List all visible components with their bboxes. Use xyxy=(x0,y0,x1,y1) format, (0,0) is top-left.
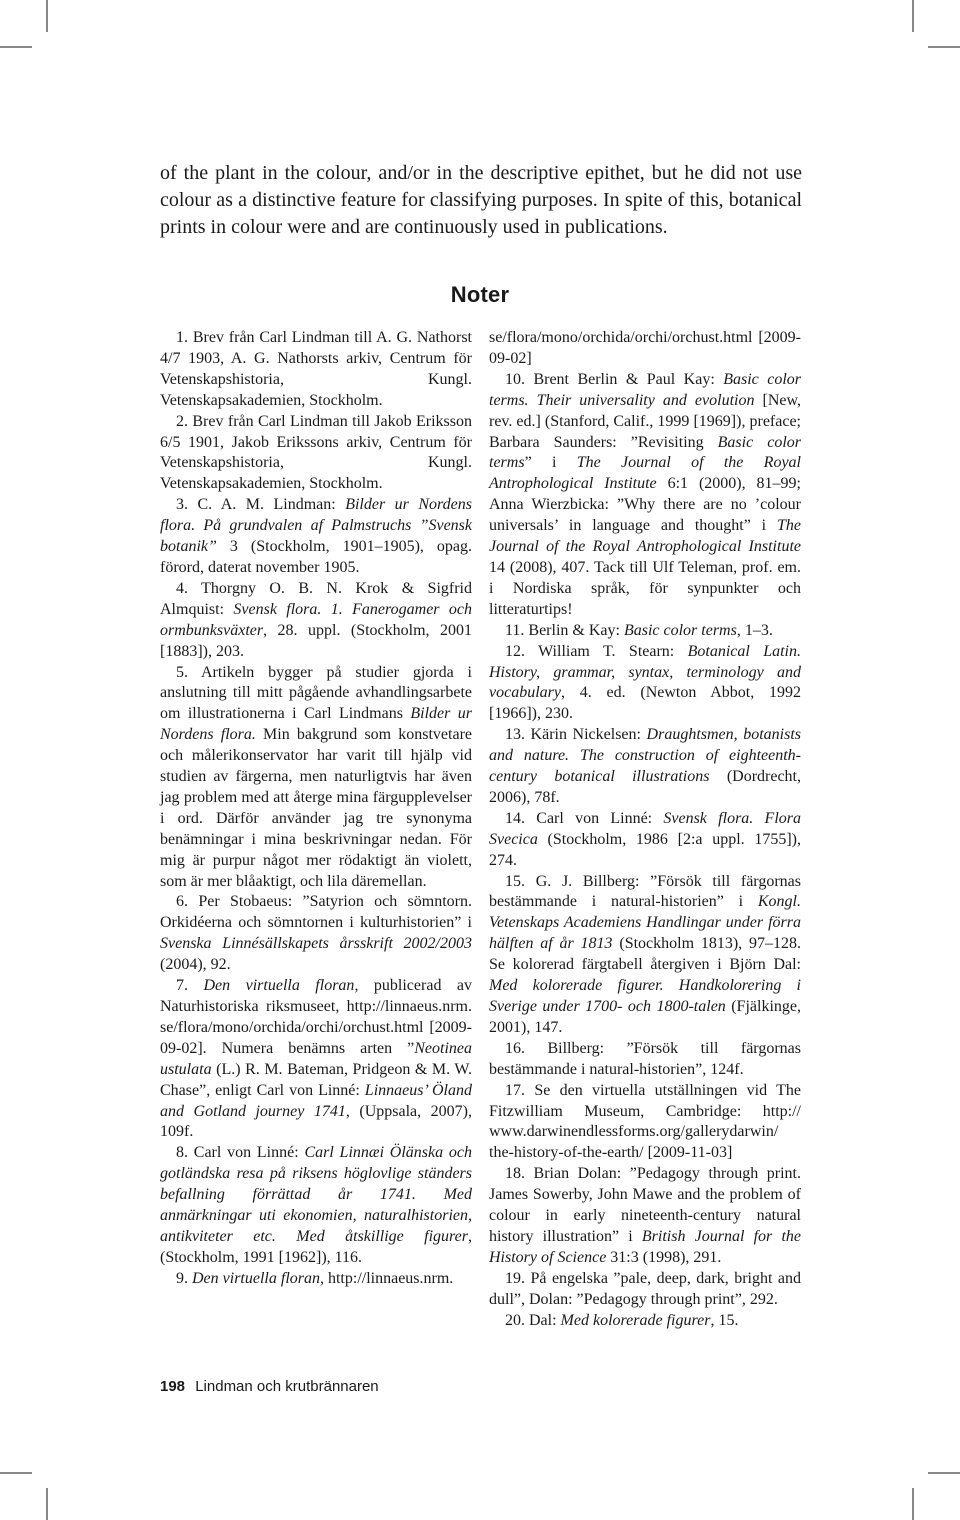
footnote-text: , (Stockholm, 1991 [1962]), 116. xyxy=(160,1227,472,1266)
footnote-n14 xyxy=(489,809,801,872)
footnote-text: (2004), 92. xyxy=(160,956,231,974)
footnote-text: 10. Brent Berlin & Paul Kay: xyxy=(505,370,724,388)
crop-mark-bottom-right-v xyxy=(912,1488,914,1520)
footnote-text: Svensk flora. 1. Fanerogamer och ormbunksväxter xyxy=(160,600,473,639)
footnote-text: 18. Brian Dolan: ”Pedagogy through print. James Sowerby, John Mawe and the problem of colour in early nineteenth-century natural history illustration” i xyxy=(489,1165,801,1245)
footnote-text: , (Uppsala, 2007), 109f. xyxy=(160,1102,472,1141)
footnote-text: (Fjälkinge, 2001), 147. xyxy=(489,998,801,1036)
footnote-n17 xyxy=(489,1081,801,1165)
footnote-text: 2. Brev från Carl Lindman till Jakob Eriksson 6/5 1901, Jakob Erikssons arkiv, Centrum för Vetenskapshistoria, Kungl. Vetenskapsakademien, Stockholm. xyxy=(160,412,472,493)
footnote-text: The Journal of the Royal Antrophological Institute xyxy=(489,454,802,493)
footnote-text: 14. Carl von Linné: xyxy=(505,809,664,827)
footnote-text: Den virtuella floran, xyxy=(192,1269,324,1287)
footnote-text: Kongl. Vetenskaps Academiens Handlingar under förra hälften af år 1813 xyxy=(489,893,801,953)
footnote-text: Carl Linnæi Ölänska och gotländska resa på riksens höglovlige ständers befallning förrättad år 1741. Med anmärkningar uti ekonomien, naturalhistorien, antikviteter etc. Med åtskillige figurer xyxy=(160,1144,473,1245)
crop-mark-bottom-left-v xyxy=(46,1488,48,1520)
footnote-text: 15. G. J. Billberg: ”Försök till färgornas bestämmande i natural-historien” i xyxy=(489,872,801,911)
footnote-n16 xyxy=(489,1039,801,1081)
footnote-text: 17. Se den virtuella utställningen vid The Fitzwilliam Museum, Cambridge: http:// www.darwinendlessforms.org/gallerydarwin/ the-history-of-the-earth/ [2009-11-03] xyxy=(489,1081,801,1162)
footnote-n8 xyxy=(160,1143,472,1268)
footnote-text: , 4. ed. (Newton Abbot, 1992 [1966]), 230. xyxy=(489,684,801,723)
footnote-text: 3. C. A. M. Lindman: xyxy=(176,496,346,514)
notes-left-column xyxy=(160,328,472,1290)
footnote-text: (L.) R. M. Bateman, Pridgeon & M. W. Chase”, enligt Carl von Linné: xyxy=(160,1060,472,1099)
footnote-n7 xyxy=(160,976,472,1143)
footnote-n6 xyxy=(160,892,472,976)
page-number: 198 xyxy=(160,1378,186,1395)
running-title: Lindman och krutbrännaren xyxy=(195,1378,379,1395)
footnote-n18 xyxy=(489,1164,801,1269)
footnote-text: 6:1 (2000), 81–99; Anna Wierzbicka: ”Why there are no ’colour universals’ in language and thought” i xyxy=(489,475,801,535)
footnote-text: 13. Kärin Nickelsen: xyxy=(505,726,647,744)
footnote-text: 6. Per Stobaeus: ”Satyrion och sömntorn. Orkidéerna och sömntornen i kulturhistorien” i xyxy=(160,893,472,932)
footnote-text: Bilder ur Nordens flora. På grundvalen af Palmstruchs ”Svensk botanik” xyxy=(160,496,472,556)
footnote-text: 31:3 (1998), 291. xyxy=(606,1248,722,1266)
footnote-n12 xyxy=(489,642,801,726)
footnote-n3 xyxy=(160,495,472,579)
footnote-text: , 1–3. xyxy=(736,621,773,639)
crop-mark-top-right-h xyxy=(928,46,960,48)
footnote-text: 19. På engelska ”pale, deep, dark, bright and dull”, Dolan: ”Pedagogy through print”, 292. xyxy=(489,1269,801,1308)
crop-mark-top-right-v xyxy=(912,0,914,32)
crop-mark-top-left-v xyxy=(46,0,48,32)
footnote-text: 8. Carl von Linné: xyxy=(176,1144,305,1162)
footnote-n15 xyxy=(489,872,801,1039)
footnote-text: Draughtsmen, botanists and nature. The construction of eighteenth-century botanical illustrations xyxy=(489,726,801,786)
footnote-text: , 28. uppl. (Stockholm, 2001 [1883]), 203. xyxy=(160,621,472,660)
footnote-n5 xyxy=(160,663,472,893)
footnote-text: Neotinea ustulata xyxy=(160,1039,472,1078)
footnote-text: Botanical Latin. History, grammar, syntax, terminology and vocabulary xyxy=(489,642,801,702)
footnote-text: (Stockholm, 1986 [2:a uppl. 1755]), 274. xyxy=(489,830,801,869)
page-footer xyxy=(160,1378,379,1395)
footnote-n9b xyxy=(489,328,801,370)
footnote-text: (Stockholm 1813), 97–128. Se kolorerad färgtabell återgiven i Björn Dal: xyxy=(489,935,802,974)
footnote-text: [New, rev. ed.] (Stanford, Calif., 1999 [1969]), preface; Barbara Saunders: ”Revisiting xyxy=(489,391,802,451)
footnote-text: Med kolorerade figurer xyxy=(560,1311,711,1329)
footnote-text: 5. Artikeln bygger på studier gjorda i anslutning till mitt pågående avhandlingsarbete om illustrationerna i Carl Lindmans xyxy=(160,663,472,723)
footnote-text: 3 (Stockholm, 1901–1905), opag. förord, daterat november 1905. xyxy=(160,538,472,576)
crop-mark-top-left-h xyxy=(0,46,32,48)
footnote-text: 9. xyxy=(176,1269,192,1287)
footnote-text: 1. Brev från Carl Lindman till A. G. Nathorst 4/7 1903, A. G. Nathorsts arkiv, Centrum för Vetenskapshistoria, Kungl. Vetenskapsakademien, Stockholm. xyxy=(160,329,472,409)
footnote-text: The Journal of the Royal Antrophological Institute xyxy=(489,517,801,556)
footnote-text: , publicerad av Naturhistoriska riksmuseet, http://linnaeus.nrm. se/flora/mono/orchida/orchi/orchust.html [2009-09-02]. Numera benämns arten ” xyxy=(160,977,473,1057)
footnote-text: Med kolorerade figurer. Handkolorering i Sverige under 1700- och 1800-talen xyxy=(489,977,801,1015)
footnote-n1 xyxy=(160,328,472,412)
footnote-text: Svenska Linnésällskapets årsskrift 2002/2003 xyxy=(160,935,472,953)
footnote-n11 xyxy=(489,621,801,642)
crop-mark-bottom-left-h xyxy=(0,1472,32,1474)
footnote-n9 xyxy=(160,1269,472,1290)
footnote-text: 7. xyxy=(176,977,204,995)
footnote-text: se/flora/mono/orchida/orchi/orchust.html [2009-09-02] xyxy=(489,329,801,367)
footnote-text: Min bakgrund som konstvetare och målerikonservator har varit till hjälp vid studien av färgerna, men naturligtvis har även jag problem med att återge mina färgupplevelser i ord. Därför använder jag tre synonyma benämningar i mina beskrivningar nedan. För mig är purpur något mer rödaktigt än violett, som är mer blåaktigt, och lila däremellan. xyxy=(160,726,473,890)
footnote-text: http://linnaeus.nrm. xyxy=(323,1269,454,1287)
footnote-text: ” i xyxy=(524,454,577,472)
footnote-text: Den virtuella floran xyxy=(203,977,355,995)
footnote-text: Svensk flora. Flora Svecica xyxy=(489,809,801,848)
footnote-n10 xyxy=(489,370,801,621)
footnote-n4 xyxy=(160,579,472,663)
notes-heading: Noter xyxy=(450,282,510,307)
footnote-text: 11. Berlin & Kay: xyxy=(505,621,624,639)
footnote-text: 14 (2008), 407. Tack till Ulf Teleman, prof. em. i Nordiska språk, för synpunkter och litteraturtips! xyxy=(489,558,801,618)
notes-right-column xyxy=(489,328,801,1332)
footnote-n2 xyxy=(160,412,472,496)
footnote-text: 20. Dal: xyxy=(505,1311,561,1329)
footnote-text: Basic color terms xyxy=(623,621,737,639)
footnote-text: Basic color terms xyxy=(489,433,801,472)
crop-mark-bottom-right-h xyxy=(928,1472,960,1474)
footnote-n20 xyxy=(489,1311,801,1332)
intro-paragraph xyxy=(160,160,802,241)
footnote-n13 xyxy=(489,725,801,809)
footnote-text: Bilder ur Nordens flora. xyxy=(160,705,472,744)
footnote-text: Basic color terms. Their universality and evolution xyxy=(489,370,802,409)
footnote-text: Linnaeus’ Öland and Gotland journey 1741 xyxy=(160,1081,472,1120)
footnote-text: (Dordrecht, 2006), 78f. xyxy=(489,768,802,806)
footnote-text: , 15. xyxy=(710,1311,739,1329)
footnote-text: 16. Billberg: ”Försök till färgornas bestämmande i natural-historien”, 124f. xyxy=(489,1039,801,1078)
intro-text: of the plant in the colour, and/or in the descriptive epithet, but he did not use colour as a distinctive feature for classifying purposes. In spite of this, botanical prints in colour were and are continuously used in publications. xyxy=(160,162,802,238)
footnote-text: British Journal for the History of Science xyxy=(489,1227,801,1266)
footnote-text: 4. Thorgny O. B. N. Krok & Sigfrid Almquist: xyxy=(160,579,472,618)
footnote-n19 xyxy=(489,1269,801,1311)
footnote-text: 12. William T. Stearn: xyxy=(505,642,688,660)
